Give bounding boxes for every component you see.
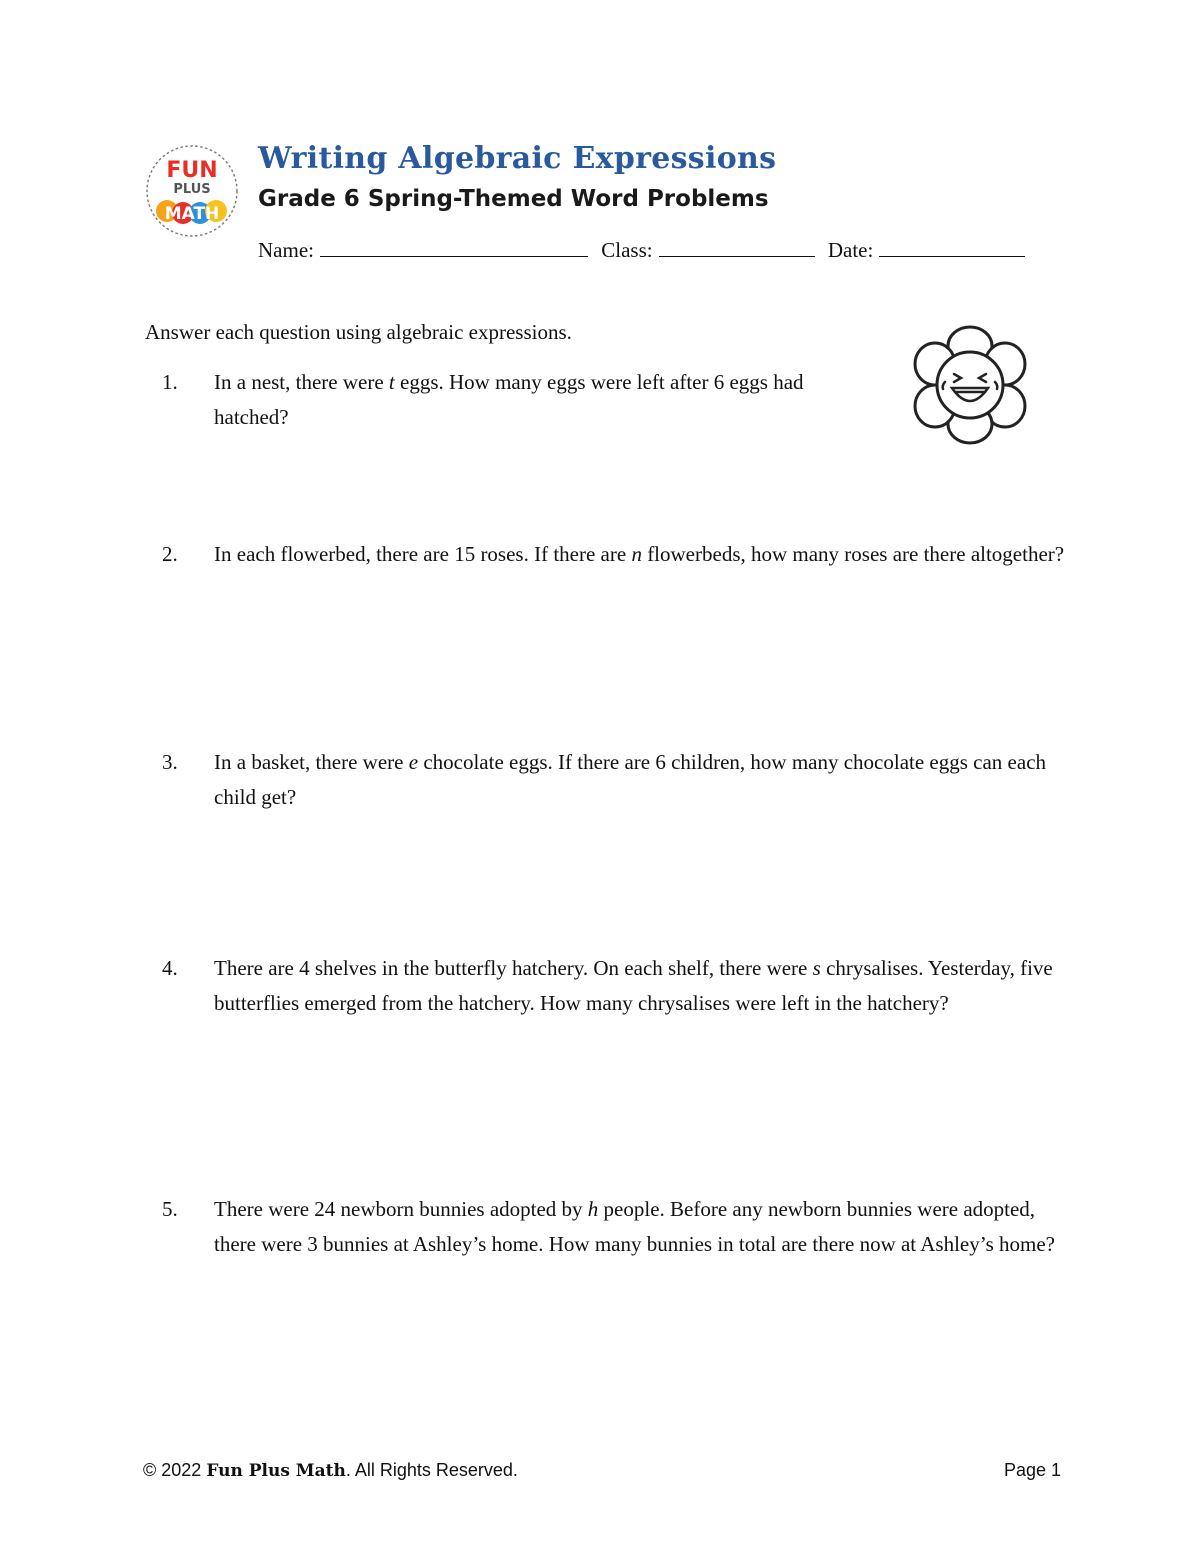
logo-fun-text: FUN: [166, 158, 218, 183]
page-subtitle: Grade 6 Spring-Themed Word Problems: [258, 186, 769, 212]
question-text: In a nest, there were t eggs. How many eggs were left after 6 eggs had hatched?: [214, 370, 804, 429]
date-field[interactable]: [879, 238, 1025, 257]
question-number: 4.: [162, 956, 178, 980]
footer-copyright: © 2022 Fun Plus Math. All Rights Reserved.: [143, 1460, 518, 1481]
class-label: Class:: [601, 238, 653, 262]
question-1: [145, 365, 1075, 435]
variable-s: s: [812, 956, 821, 980]
question-5: [145, 1192, 1075, 1262]
date-label: Date:: [827, 238, 874, 262]
question-text: There are 4 shelves in the butterfly hatchery. On each shelf, there were s chrysalises. Yesterday, five butterflies emerged from the hatchery. How many chrysalises were left in the hatchery?: [214, 956, 1053, 1015]
question-text: There were 24 newborn bunnies adopted by h people. Before any newborn bunnies were adopted, there were 3 bunnies at Ashley’s home. How many bunnies in total are there now at Ashley’s home?: [214, 1197, 1055, 1256]
variable-h: h: [587, 1197, 599, 1221]
variable-e: e: [408, 750, 419, 774]
variable-t: t: [388, 370, 395, 394]
page-title: Writing Algebraic Expressions: [258, 141, 777, 176]
logo-plus-text: PLUS: [173, 182, 211, 197]
question-number: 2.: [162, 542, 178, 566]
variable-n: n: [631, 542, 642, 566]
student-info-fields: [258, 238, 1033, 263]
class-field[interactable]: [659, 238, 815, 257]
fun-plus-math-logo: [145, 144, 239, 238]
question-2: [145, 537, 1075, 572]
question-number: 5.: [162, 1197, 178, 1221]
question-3: [145, 745, 1075, 815]
question-number: 1.: [162, 370, 178, 394]
question-text: In a basket, there were e chocolate eggs. If there are 6 children, how many chocolate eggs can each child get?: [214, 750, 1047, 809]
question-number: 3.: [162, 750, 178, 774]
instructions: Answer each question using algebraic expressions.: [145, 320, 572, 344]
name-label: Name:: [258, 238, 314, 262]
footer-brand: Fun Plus Math: [206, 1461, 346, 1481]
question-4: [145, 951, 1075, 1021]
question-text: In each flowerbed, there are 15 roses. If there are n flowerbeds, how many roses are there altogether?: [214, 542, 1065, 566]
page-number: Page 1: [1004, 1460, 1062, 1480]
name-field[interactable]: [320, 238, 588, 257]
logo-math-text: MATH: [164, 204, 220, 224]
